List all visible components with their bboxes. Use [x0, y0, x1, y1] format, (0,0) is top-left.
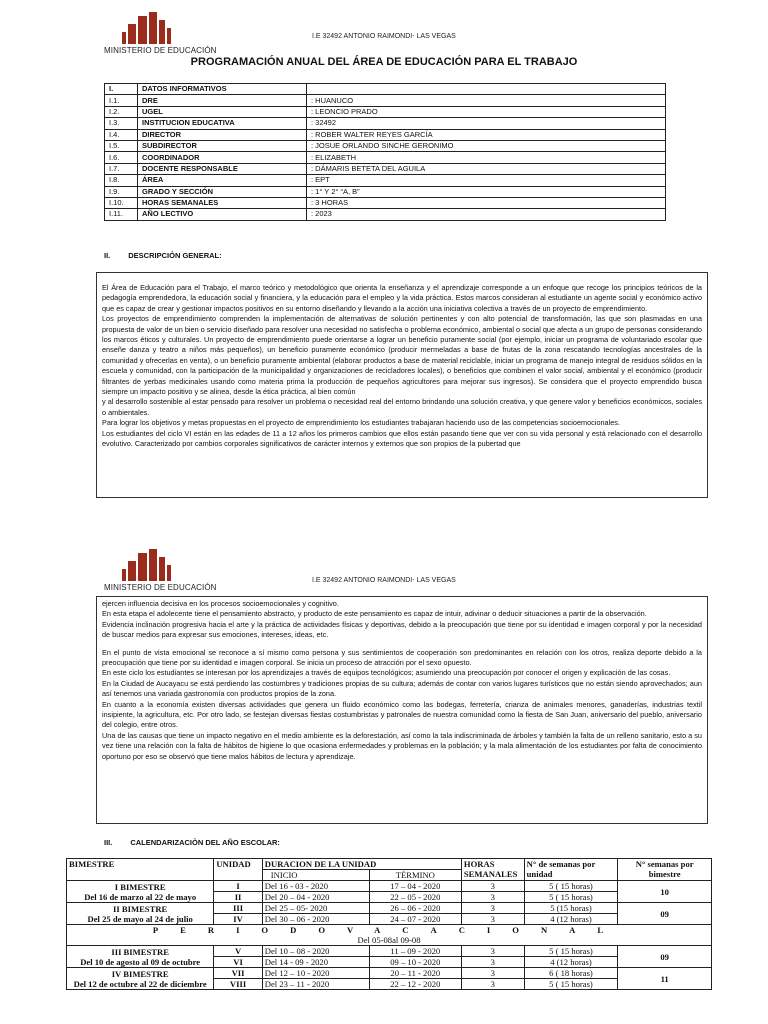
datos-label: DRE [138, 95, 307, 106]
datos-row [105, 175, 666, 186]
unit-inicio: Del 12 – 10 - 2020 [262, 968, 369, 979]
datos-value: : 3 HORAS [307, 197, 666, 208]
unit-semanas: 5 (15 horas) [524, 903, 618, 914]
page-1 [0, 0, 768, 510]
ministry-name-2: MINISTERIO DE EDUCACIÓN [104, 583, 217, 592]
datos-label: AÑO LECTIVO [138, 209, 307, 220]
bimestre-name: III BIMESTRE [111, 946, 169, 957]
datos-number: I.3. [105, 118, 138, 129]
vacaciones-cell [67, 925, 712, 946]
datos-value: : 32492 [307, 118, 666, 129]
descripcion-paragraph: Una de las causas que tiene un impacto negativo en el medio ambiente es la deforestación, así como la tala indiscriminada de árboles y también la falta de un relleno sanitario, esto a su vez tiene una relación con la falta de hábitos de higiene lo que ocasiona enfermedades y problemas en la población; y la mala alimentación de los estudiantes por falta de conocimiento oportuno por eso se observó que tiene malos hábitos de lectura y aprendizaje. [102, 730, 702, 761]
unit-semanas: 5 ( 15 horas) [524, 979, 618, 990]
school-header: I.E 32492 ANTONIO RAIMONDI- LAS VEGAS [312, 33, 456, 40]
datos-label: DOCENTE RESPONSABLE [138, 163, 307, 174]
vacaciones-row [67, 925, 712, 946]
datos-label: COORDINADOR [138, 152, 307, 163]
section-descripcion-heading: II. DESCRIPCIÓN GENERAL: [104, 251, 222, 260]
datos-label: SUBDIRECTOR [138, 140, 307, 151]
datos-value: : LEONCIO PRADO [307, 106, 666, 117]
datos-row [105, 186, 666, 197]
datos-value: : 2023 [307, 209, 666, 220]
datos-row [105, 106, 666, 117]
datos-value: : JOSUE ORLANDO SINCHE GERONIMO [307, 140, 666, 151]
bimestre-name: IV BIMESTRE [111, 968, 169, 979]
descripcion-paragraph: Para lograr los objetivos y metas propuestas en el proyecto de emprendimiento los estudiantes trabajaran haciendo uso de las competencias socioemocionales. [102, 418, 620, 428]
unit-termino: 22 – 05 - 2020 [369, 892, 461, 903]
datos-row [105, 163, 666, 174]
vacaciones-dates: Del 05-08al 09-08 [357, 935, 421, 945]
descripcion-paragraph: ejercen influencia decisiva en los procesos socioemocionales y cognitivo. [102, 599, 339, 608]
bimestre-range: Del 12 de octubre al 22 de diciembre [73, 978, 207, 989]
unit-semanas: 5 ( 15 horas) [524, 892, 618, 903]
col-termino: TÉRMINO [369, 870, 461, 881]
unit-termino: 20 – 11 - 2020 [369, 968, 461, 979]
datos-row [105, 152, 666, 163]
unit-termino: 09 – 10 - 2020 [369, 957, 461, 968]
datos-number: I.10. [105, 197, 138, 208]
school-header-2: I.E 32492 ANTONIO RAIMONDI- LAS VEGAS [312, 577, 456, 584]
unit-semanas: 5 ( 15 horas) [524, 881, 618, 892]
col-inicio: INICIO [262, 870, 369, 881]
unit-number: VIII [214, 979, 262, 990]
datos-value: : 1° Y 2° “A, B” [307, 186, 666, 197]
descripcion-text-page1 [96, 272, 708, 498]
datos-row [105, 197, 666, 208]
unit-inicio: Del 25 – 05- 2020 [262, 903, 369, 914]
calendar-row [67, 903, 712, 914]
unit-horas: 3 [461, 968, 524, 979]
bimestre-total: 09 [618, 946, 712, 968]
unit-inicio: Del 30 – 06 - 2020 [262, 914, 369, 925]
logo-bars-icon [104, 10, 174, 44]
datos-number: I.5. [105, 140, 138, 151]
unit-number: IV [214, 914, 262, 925]
section-calendario-heading: III. CALENDARIZACIÒN DEL AÑO ESCOLAR: [104, 838, 280, 847]
datos-number: I.1. [105, 95, 138, 106]
descripcion-paragraph: En la Ciudad de Aucayacu se está perdiendo las costumbres y tradiciones propias de su cultura; además de contar con varios lugares turísticos que no están siendo aprovechados; aun así tenemos una variada gastronomía con productos propios de la zona. [102, 678, 702, 699]
calendar-row [67, 881, 712, 892]
unit-horas: 3 [461, 979, 524, 990]
unit-termino: 24 – 07 - 2020 [369, 914, 461, 925]
vacaciones-label: PERIODOVACACIONAL [152, 925, 626, 935]
unit-termino: 22 – 12 - 2020 [369, 979, 461, 990]
unit-inicio: Del 14 - 09 - 2020 [262, 957, 369, 968]
descripcion-paragraph: En este ciclo los estudiantes se interesan por los aprendizajes a través de equipos tecnológicos; asumiendo una preocupación por conocer el origen y explicación de las cosas. [102, 668, 671, 678]
bimestre-total: 09 [618, 903, 712, 925]
descripcion-paragraph: y al desarrollo sostenible al estar pensado para resolver un problema o necesidad real del entorno brindando una solución creativa, y que genere valor y beneficios económicos, sociales o ambientales. [102, 397, 702, 417]
unit-semanas: 6 ( 18 horas) [524, 968, 618, 979]
unit-number: III [214, 903, 262, 914]
datos-number: I.7. [105, 163, 138, 174]
col-bimestre: BIMESTRE [67, 859, 214, 881]
unit-inicio: Del 16 - 03 - 2020 [262, 881, 369, 892]
page-gap [0, 510, 768, 540]
unit-termino: 11 – 09 - 2020 [369, 946, 461, 957]
datos-value: : HUANUCO [307, 95, 666, 106]
datos-value: : ELIZABETH [307, 152, 666, 163]
unit-inicio: Del 20 – 04 - 2020 [262, 892, 369, 903]
datos-number: I.8. [105, 175, 138, 186]
col-duracion: DURACION DE LA UNIDAD [262, 859, 461, 870]
unit-semanas: 5 ( 15 horas) [524, 946, 618, 957]
datos-number: I.9. [105, 186, 138, 197]
col-unidad: UNIDAD [214, 859, 262, 881]
bimestre-total: 11 [618, 968, 712, 990]
descripcion-paragraph: Evidencia inclinación progresiva hacia el arte y la práctica de actividades físicas y deportivas, debido a la preocupación que tiene por su identidad e imagen corporal y por la necesidad de buscar medios para expresar sus emociones, intereses, ideas, etc. [102, 619, 702, 640]
bimestre-name: II BIMESTRE [113, 903, 168, 914]
datos-number: I.11. [105, 209, 138, 220]
unit-number: VI [214, 957, 262, 968]
descripcion-paragraph: Los proyectos de emprendimiento comprenden la implementación de alternativas de solución pertinentes y con alto potencial de transformación, las que son plasmadas en una propuesta de valor de un bien o servicio diseñado para resolver una necesidad no satisfecha o problema económico, ambiental o social que afecta a un grupo de personas considerando los marcos éticos y culturales. Un proyecto de emprendimiento puede orientarse a lograr un beneficio puramente social (por ejemplo, iniciar un programa de voluntariado escolar que enseñe danza y teatro a niños más pequeños), un beneficio puramente económico (producir mermeladas a base de frutas de la zona rescatando tecnologías ancestrales de la comunidad y ofrecerlas en venta), o un beneficio puramente ambiental (elaborar productos a base de material reciclable, iniciar un programa de manejo integral de residuos sólidos en la escuela y comunidad, con la participación de la municipalidad y organizaciones de recicladores locales), o beneficios que combinen el valor social, ambiental y el económico (producir filtrantes de yerbas medicinales usando como materia prima la producción de pequeños agricultores para mejorar sus ingresos). Se considera que el proyecto emprendido busca siempre un impacto positivo y se alinea, desde la ética práctica, al bien común [102, 314, 702, 397]
logo-bars-icon [104, 547, 174, 581]
bimestre-cell [67, 946, 214, 968]
bimestre-cell [67, 968, 214, 990]
datos-value: : ROBER WALTER REYES GARCÍA [307, 129, 666, 140]
datos-label: INSTITUCION EDUCATIVA [138, 118, 307, 129]
datos-row [105, 129, 666, 140]
unit-horas: 3 [461, 881, 524, 892]
unit-horas: 3 [461, 903, 524, 914]
descripcion-paragraph: Los estudiantes del ciclo VI están en las edades de 11 a 12 años los primeros cambios que ellos están pasando tiene que ver con su vida personal y está relacionado con el desarrollo evolutivo. Caracterizado por cambios corporales significativos de carácter internos y externos que son propios de la pubertad que [102, 428, 702, 449]
datos-label: ÁREA [138, 175, 307, 186]
unit-horas: 3 [461, 892, 524, 903]
unit-inicio: Del 10 – 08 - 2020 [262, 946, 369, 957]
datos-number: I.2. [105, 106, 138, 117]
unit-termino: 26 – 06 - 2020 [369, 903, 461, 914]
descripcion-paragraph: En el punto de vista emocional se reconoce a sí mismo como persona y sus sentimientos de cooperación son predominantes en relación con los otros, realiza deporte debido a la preocupación que tiene por su identidad e imagen corporal. Se inicia un proceso de atracción por el sexo opuesto. [102, 647, 702, 668]
datos-value: : EPT [307, 175, 666, 186]
page-title: PROGRAMACIÓN ANUAL DEL ÁREA DE EDUCACIÓN PARA EL TRABAJO [190, 56, 578, 68]
descripcion-paragraph: En cuanto a la economía existen diversas actividades que genera un fluido económico como las bodegas, ferretería, crianza de animales menores, ganaderías, industrias textil insipiente, la agricultura, etc. Por otro lado, se festejan diversas fiestas costumbristas y patronales de nuestra comunidad como la fiesta de San Juan, aniversario del pueblo, aniversario del colegio, entre otros. [102, 699, 702, 730]
unit-number: V [214, 946, 262, 957]
descripcion-text-page2 [96, 596, 708, 824]
unit-horas: 3 [461, 914, 524, 925]
datos-table [104, 83, 666, 221]
bimestre-name: I BIMESTRE [114, 881, 166, 892]
unit-semanas: 4 (12 horas) [524, 957, 618, 968]
calendar-row [67, 968, 712, 979]
bimestre-range: Del 25 de mayo al 24 de julio [87, 913, 193, 924]
unit-number: I [214, 881, 262, 892]
col-semanas-bimestre: N° semanas por bimestre [618, 859, 712, 881]
col-horas: HORAS SEMANALES [461, 859, 524, 881]
unit-horas: 3 [461, 957, 524, 968]
bimestre-total: 10 [618, 881, 712, 903]
col-semanas-unidad: N° de semanas por unidad [524, 859, 618, 881]
bimestre-range: Del 10 de agosto al 09 de octubre [80, 956, 201, 967]
datos-row [105, 209, 666, 220]
unit-number: VII [214, 968, 262, 979]
datos-label: DIRECTOR [138, 129, 307, 140]
datos-value: : DÁMARIS BETETA DEL AGUILA [307, 163, 666, 174]
bimestre-range: Del 16 de marzo al 22 de mayo [84, 891, 197, 902]
datos-number: I.6. [105, 152, 138, 163]
bimestre-cell [67, 881, 214, 903]
calendar-header-row [67, 859, 712, 870]
unit-termino: 17 – 04 - 2020 [369, 881, 461, 892]
ministry-name: MINISTERIO DE EDUCACIÓN [104, 46, 217, 55]
ministry-logo-2 [104, 547, 217, 592]
datos-number: I.4. [105, 129, 138, 140]
descripcion-paragraph: En esta etapa el adolecente tiene el pensamiento abstracto, y producto de este pensamiento es capaz de intuir, adivinar o deducir situaciones a partir de la observación. [102, 609, 647, 619]
descripcion-paragraph: El Área de Educación para el Trabajo, el marco teórico y metodológico que orienta la enseñanza y el aprendizaje corresponde a un enfoque que recoge los principios teóricos de la pedagogía emprendedora, la educación social y financiera, y la educación para el empleo y la vida práctica. Estos marcos consideran al estudiante un agente social y económico activo que es capaz de crear y gestionar impactos positivos en su entorno diseñando y llevando a la acción una iniciativa colectiva a través de un proyecto de emprendimiento. [102, 283, 702, 313]
datos-row [105, 140, 666, 151]
unit-semanas: 4 (12 horas) [524, 914, 618, 925]
datos-label: GRADO Y SECCIÓN [138, 186, 307, 197]
unit-inicio: Del 23 – 11 - 2020 [262, 979, 369, 990]
ministry-logo [104, 10, 217, 55]
unit-horas: 3 [461, 946, 524, 957]
calendar-table [66, 858, 712, 990]
unit-number: II [214, 892, 262, 903]
datos-table-header: I. DATOS INFORMATIVOS [105, 84, 666, 95]
datos-row [105, 95, 666, 106]
datos-label: HORAS SEMANALES [138, 197, 307, 208]
calendar-row [67, 946, 712, 957]
bimestre-cell [67, 903, 214, 925]
datos-row [105, 118, 666, 129]
datos-label: UGEL [138, 106, 307, 117]
